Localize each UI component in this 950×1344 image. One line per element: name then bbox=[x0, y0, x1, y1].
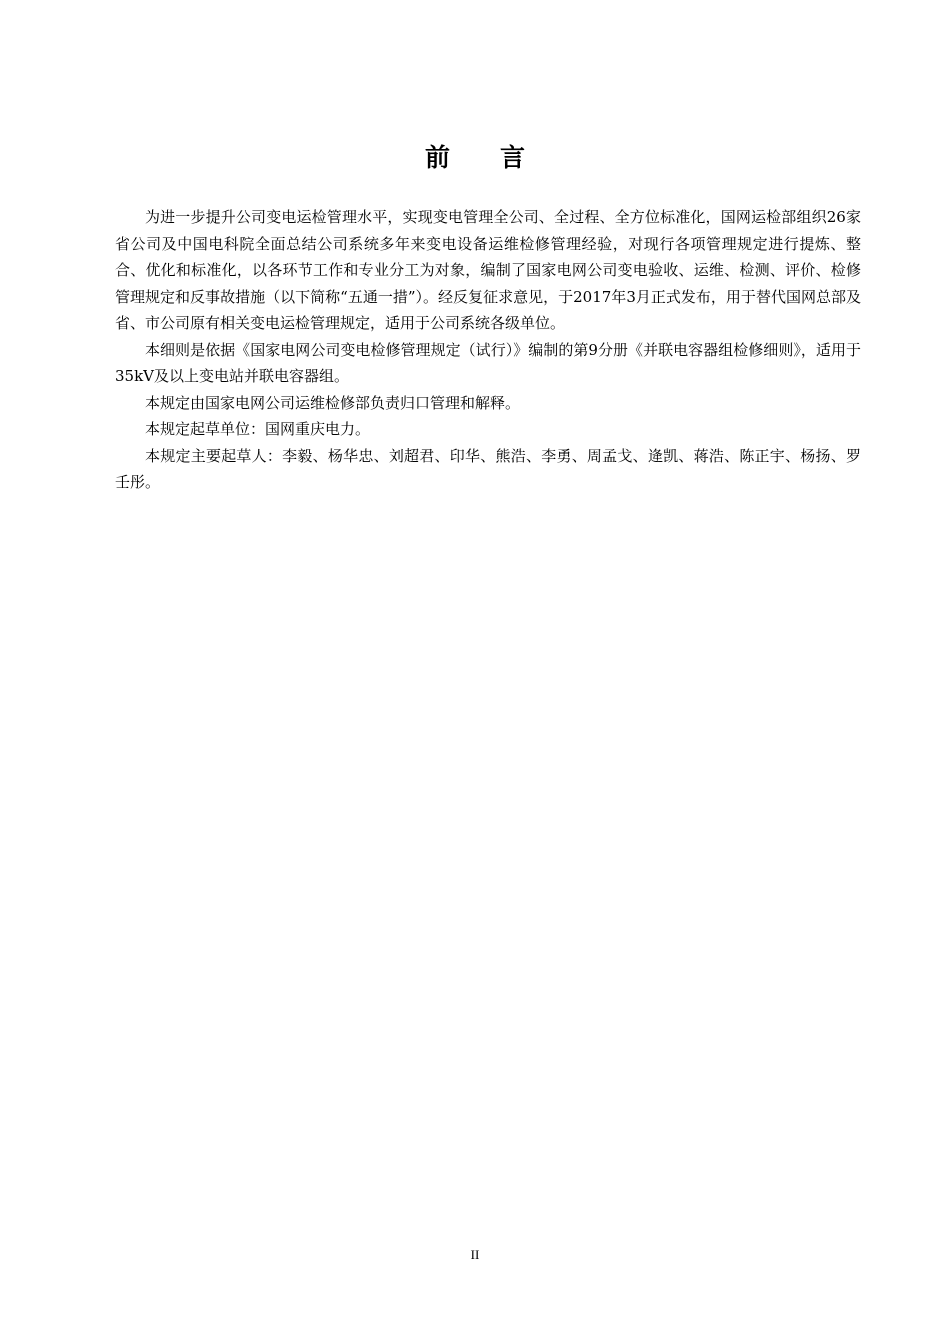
page-title bbox=[0, 138, 950, 174]
title-char-2: 言 bbox=[500, 143, 526, 172]
paragraph-scope: 本细则是依据《国家电网公司变电检修管理规定（试行）》编制的第9分册《并联电容器组检修细则》，适用于35kV及以上变电站并联电容器组。 bbox=[115, 340, 861, 385]
paragraph-drafting-unit: 本规定起草单位：国网重庆电力。 bbox=[145, 420, 371, 438]
paragraph-background: 为进一步提升公司变电运检管理水平，实现变电管理全公司、全过程、全方位标准化，国网运检部组织26家省公司及中国电科院全面总结公司系统多年来变电设备运维检修管理经验，对现行各项管理规定进行提炼、整合、优化和标准化，以各环节工作和专业分工为对象，编制了国家电网公司变电验收、运维、检测、评价、检修管理规定和反事故措施（以下简称“五通一措”）。经反复征求意见，于2017年3月正式发布，用于替代国网总部及省、市公司原有相关变电运检管理规定，适用于公司系统各级单位。 bbox=[115, 208, 861, 332]
title-char-1: 前 bbox=[424, 143, 450, 172]
paragraph-responsibility: 本规定由国家电网公司运维检修部负责归口管理和解释。 bbox=[145, 393, 521, 412]
preface-body bbox=[115, 204, 861, 496]
paragraph-drafters: 本规定主要起草人：李毅、杨华忠、刘超君、印华、熊浩、李勇、周孟戈、逄凯、蒋浩、陈正宇、杨扬、罗壬彤。 bbox=[115, 446, 861, 491]
page-number: II bbox=[470, 1247, 480, 1262]
